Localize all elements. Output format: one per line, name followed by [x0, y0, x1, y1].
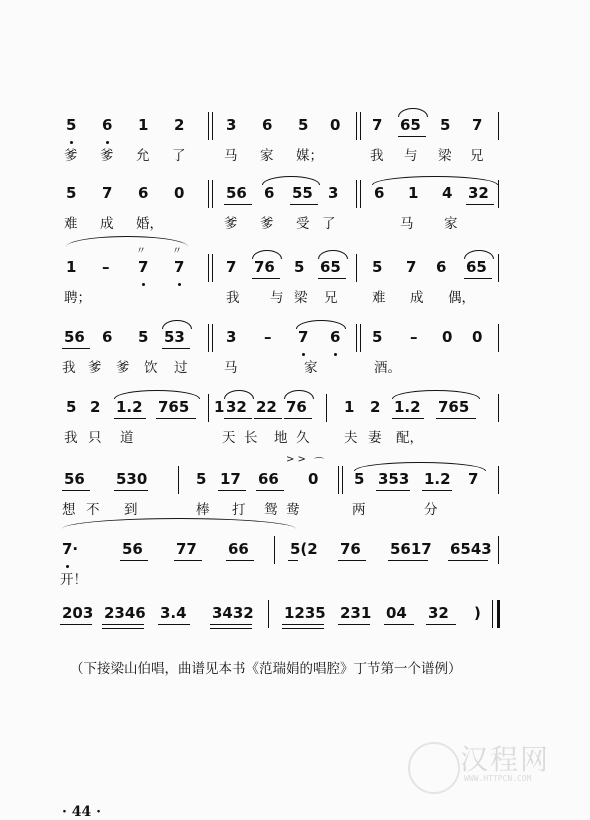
note: 32: [428, 604, 449, 622]
underline: [210, 628, 252, 629]
lyric: 了: [172, 148, 186, 164]
underline: [290, 204, 318, 205]
note: 1: [138, 116, 149, 134]
lyric: 马: [224, 360, 238, 376]
barline: [356, 254, 357, 282]
lyric: 爹: [64, 148, 78, 164]
lyric: 饮: [144, 360, 158, 376]
note: 56: [64, 328, 85, 346]
note: –: [264, 328, 272, 346]
note: 7: [468, 470, 479, 488]
lyric: 家: [260, 148, 274, 164]
underline: [466, 204, 494, 205]
lyric: 媒；: [296, 148, 323, 164]
lyric: 想: [62, 502, 76, 518]
note: 6: [264, 184, 275, 202]
slur: [372, 176, 498, 185]
underline: [338, 624, 370, 625]
note: 5: [298, 116, 309, 134]
lyric: 夫: [344, 430, 358, 446]
note: 7: [472, 116, 483, 134]
slur: [252, 250, 282, 259]
underline: [384, 624, 414, 625]
lyric: 道: [120, 430, 134, 446]
lyric: 棒: [196, 502, 210, 518]
lyric: 到: [124, 502, 138, 518]
note: 3: [328, 184, 339, 202]
barline: [208, 324, 209, 352]
note: 5: [354, 470, 365, 488]
lyric: 开！: [60, 572, 87, 588]
underline: [210, 624, 252, 625]
note: 1: [66, 258, 77, 276]
lyric: 爹: [260, 216, 274, 232]
watermark: [400, 738, 580, 798]
lyric: 难: [64, 216, 78, 232]
lyric: 爹: [224, 216, 238, 232]
underline: [436, 418, 476, 419]
lyric: 家: [304, 360, 318, 376]
note: 1: [408, 184, 419, 202]
barline: [498, 394, 499, 422]
note: 7: [298, 328, 309, 346]
barline: [498, 466, 499, 494]
lyric: 我: [62, 360, 76, 376]
note: 32: [226, 398, 247, 416]
lyric: 两: [352, 502, 366, 518]
note: 1: [214, 398, 225, 416]
note: 6: [102, 116, 113, 134]
slur: [354, 462, 486, 471]
lyric: 不: [86, 502, 100, 518]
barline: [498, 180, 499, 208]
lyric: 兄: [470, 148, 484, 164]
lyric: 与: [404, 148, 418, 164]
slur: [318, 250, 348, 259]
lyric: 我: [370, 148, 384, 164]
note: 6543: [450, 540, 492, 558]
note: 5: [196, 470, 207, 488]
lyric: 成: [100, 216, 114, 232]
note: 3432: [212, 604, 254, 622]
note: 1.2: [424, 470, 451, 488]
note: 5: [440, 116, 451, 134]
lyric: 偶，: [448, 290, 475, 306]
underline: [102, 628, 144, 629]
lyric: 打: [232, 502, 246, 518]
notes-row: [58, 540, 518, 562]
accent-mark: 〃: [172, 246, 182, 257]
underline: [226, 560, 254, 561]
note: 5617: [390, 540, 432, 558]
lyric: 兄: [324, 290, 338, 306]
note: 231: [340, 604, 372, 622]
note: 7: [174, 258, 185, 276]
note: 5: [66, 116, 77, 134]
underline: [156, 418, 196, 419]
note: 65: [320, 258, 341, 276]
lyric: 了: [322, 216, 336, 232]
slur: [284, 390, 314, 399]
logo-icon: [408, 742, 460, 794]
note: 77: [176, 540, 197, 558]
note: 6: [374, 184, 385, 202]
lyric: 妻: [368, 430, 382, 446]
lyric: 爹: [116, 360, 130, 376]
lyric: 梁: [438, 148, 452, 164]
barline: [498, 254, 499, 282]
note: 5: [372, 258, 383, 276]
lyric: 成: [410, 290, 424, 306]
octave-dot: [334, 353, 337, 356]
note: 0: [442, 328, 453, 346]
long-slur: [62, 518, 296, 529]
note: 17: [220, 470, 241, 488]
lyric: 酒。: [374, 360, 401, 376]
note: 76: [286, 398, 307, 416]
note: 3: [226, 328, 237, 346]
lyric: 天: [222, 430, 236, 446]
note: 76: [340, 540, 361, 558]
slur: [296, 320, 346, 329]
note: 66: [258, 470, 279, 488]
slur: [162, 320, 192, 329]
underline: [318, 278, 346, 279]
lyric: 聘；: [64, 290, 91, 306]
underline: [422, 490, 452, 491]
note: 65: [400, 116, 421, 134]
fermata-mark: ⌒: [314, 458, 324, 469]
underline: [218, 490, 246, 491]
lyric: 鸯: [286, 502, 300, 518]
octave-dot: [142, 283, 145, 286]
barline: [498, 324, 499, 352]
lyric: 长: [244, 430, 258, 446]
accent-mark: > >: [286, 454, 306, 465]
barline: [208, 112, 209, 140]
note: 3: [226, 116, 237, 134]
notes-row: [58, 604, 518, 626]
underline: [224, 418, 252, 419]
slur: [262, 176, 320, 185]
long-slur: [66, 236, 188, 247]
note: 765: [438, 398, 470, 416]
note: 5: [372, 328, 383, 346]
note: 1.2: [116, 398, 143, 416]
underline: [464, 278, 492, 279]
barline: [274, 536, 275, 564]
note: 0: [308, 470, 319, 488]
note: 53: [164, 328, 185, 346]
note: 0: [174, 184, 185, 202]
lyric: 配，: [396, 430, 423, 446]
lyric: 马: [400, 216, 414, 232]
lyric: 只: [88, 430, 102, 446]
barline: [178, 466, 179, 494]
barline: [338, 466, 339, 494]
note: 22: [256, 398, 277, 416]
note: 2: [174, 116, 185, 134]
note: ): [474, 604, 481, 622]
lyric: 婚，: [136, 216, 163, 232]
note: 765: [158, 398, 190, 416]
slur: [392, 390, 480, 399]
barline: [208, 254, 209, 282]
note: 530: [116, 470, 148, 488]
note: 353: [378, 470, 410, 488]
underline: [282, 628, 324, 629]
lyric: 受: [296, 216, 310, 232]
note: 7: [406, 258, 417, 276]
barline: [498, 112, 499, 140]
lyric: 梁: [294, 290, 308, 306]
notes-row: [58, 116, 518, 138]
slur: [398, 108, 428, 117]
barline: [208, 180, 209, 208]
note: 56: [64, 470, 85, 488]
underline: [448, 560, 488, 561]
underline: [398, 136, 426, 137]
note: 4: [442, 184, 453, 202]
note: 1.2: [394, 398, 421, 416]
notes-row: [58, 184, 518, 206]
underline: [392, 418, 424, 419]
note: 55: [292, 184, 313, 202]
underline: [114, 490, 148, 491]
note: 7: [102, 184, 113, 202]
underline: [102, 624, 144, 625]
underline: [114, 418, 146, 419]
barline: [498, 536, 499, 564]
note: 32: [468, 184, 489, 202]
lyric: 鸳: [264, 502, 278, 518]
lyric: 分: [424, 502, 438, 518]
underline: [62, 348, 90, 349]
slur: [224, 390, 254, 399]
watermark-text: 汉程网: [460, 743, 551, 776]
note: 7: [138, 258, 149, 276]
final-barline: [492, 600, 493, 628]
underline: [158, 624, 190, 625]
barline: [326, 394, 327, 422]
barline: [356, 324, 357, 352]
lyric: 爹: [100, 148, 114, 164]
underline: [338, 560, 366, 561]
note: 56: [226, 184, 247, 202]
lyric: 爹: [88, 360, 102, 376]
note: 0: [472, 328, 483, 346]
barline: [268, 600, 269, 628]
note: 56: [122, 540, 143, 558]
underline: [256, 490, 284, 491]
underline: [62, 490, 90, 491]
watermark-url: WWW.HTTPCN.COM: [464, 774, 532, 783]
notes-row: [58, 258, 518, 280]
lyric: 我: [64, 430, 78, 446]
note: 6: [436, 258, 447, 276]
barline: [208, 394, 209, 422]
note: 65: [466, 258, 487, 276]
page-number: · 44 ·: [62, 804, 101, 820]
underline: [252, 278, 280, 279]
barline: [356, 180, 357, 208]
underline: [120, 560, 148, 561]
underline: [282, 624, 324, 625]
note: 2: [90, 398, 101, 416]
note: 7: [372, 116, 383, 134]
lyric: 我: [226, 290, 240, 306]
underline: [254, 418, 282, 419]
underline: [288, 560, 298, 561]
lyric: 与: [270, 290, 284, 306]
note: 2346: [104, 604, 146, 622]
underline: [60, 624, 92, 625]
note: 76: [254, 258, 275, 276]
notes-row: [58, 328, 518, 350]
octave-dot: [178, 283, 181, 286]
note: 0: [330, 116, 341, 134]
lyric: 过: [174, 360, 188, 376]
note: 6: [102, 328, 113, 346]
note: –: [102, 258, 110, 276]
slur: [464, 250, 494, 259]
note: 5: [66, 398, 77, 416]
note: 7·: [62, 540, 79, 558]
note: 3.4: [160, 604, 187, 622]
underline: [376, 490, 410, 491]
lyric: 马: [224, 148, 238, 164]
note: –: [410, 328, 418, 346]
underline: [174, 560, 202, 561]
notes-row: [58, 470, 518, 492]
accent-mark: 〃: [136, 246, 146, 257]
note: 6: [330, 328, 341, 346]
note: 1: [344, 398, 355, 416]
barline: [356, 112, 357, 140]
note: 5(2: [290, 540, 318, 558]
note: 7: [226, 258, 237, 276]
note: 6: [138, 184, 149, 202]
footnote: （下接梁山伯唱，曲谱见本书《范瑞娟的唱腔》丁节第一个谱例）: [70, 661, 462, 677]
underline: [388, 560, 428, 561]
note: 04: [386, 604, 407, 622]
lyric: 难: [372, 290, 386, 306]
note: 5: [66, 184, 77, 202]
lyric: 地: [274, 430, 288, 446]
lyric: 允: [136, 148, 150, 164]
underline: [162, 348, 190, 349]
note: 1235: [284, 604, 326, 622]
underline: [426, 624, 456, 625]
notes-row: [58, 398, 518, 420]
note: 5: [294, 258, 305, 276]
note: 66: [228, 540, 249, 558]
underline: [284, 418, 312, 419]
underline: [224, 204, 252, 205]
note: 6: [262, 116, 273, 134]
note: 5: [138, 328, 149, 346]
slur: [114, 390, 200, 399]
note: 2: [370, 398, 381, 416]
lyric: 久: [296, 430, 310, 446]
lyric: 家: [444, 216, 458, 232]
note: 203: [62, 604, 94, 622]
